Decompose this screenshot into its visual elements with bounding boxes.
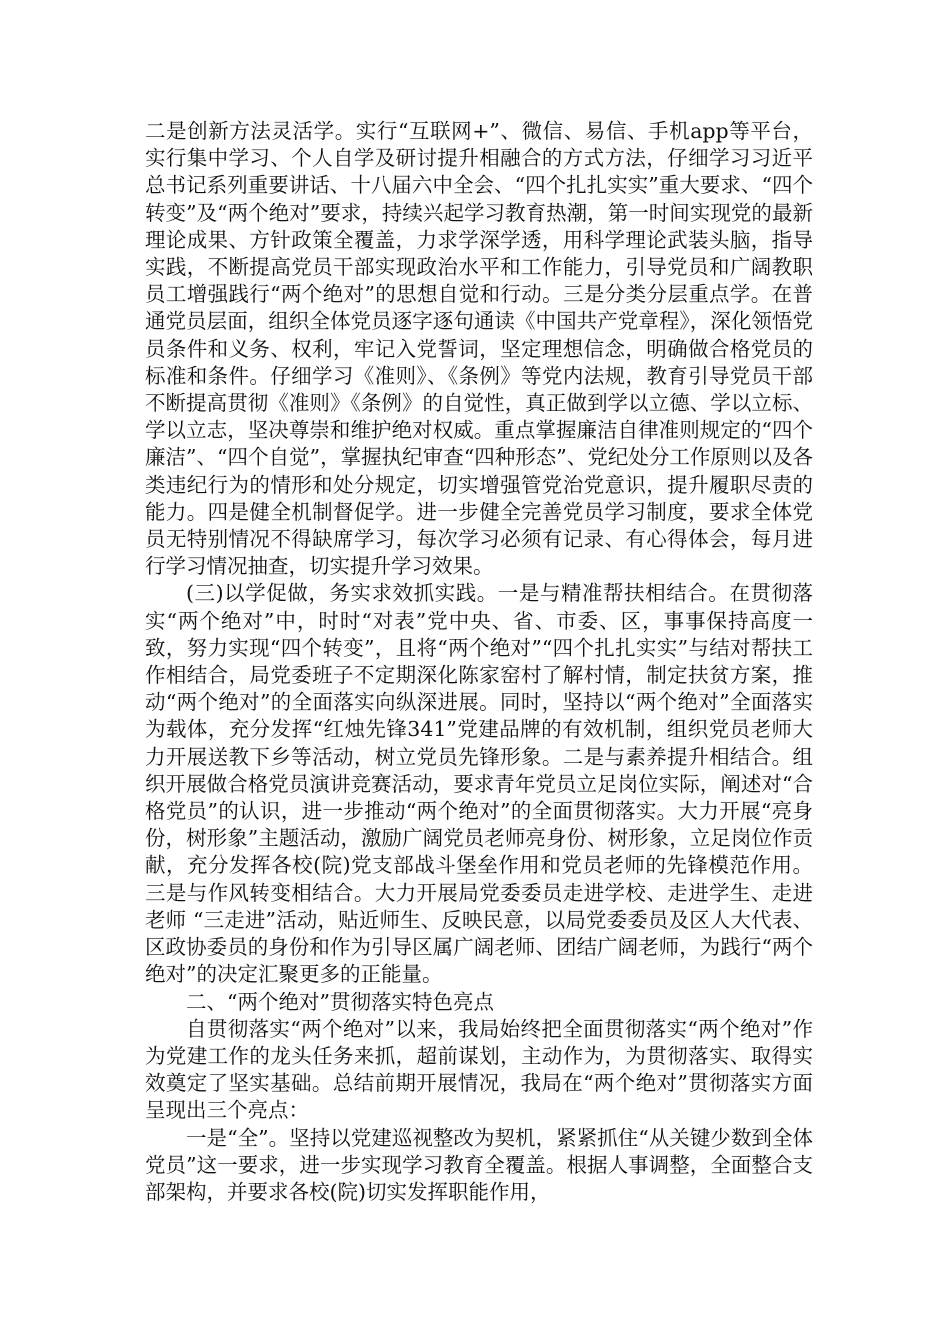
document-page — [145, 118, 813, 1206]
section-heading: 二、“两个绝对”贯彻落实特色亮点 — [186, 989, 494, 1014]
body-paragraph: 自贯彻落实“两个绝对”以来，我局始终把全面贯彻落实“两个绝对”作为党建工作的龙头任务来抓，超前谋划，主动作为，为贯彻落实、取得实效奠定了坚实基础。总结前期开展情况，我局在“两个绝对”贯彻落实方面呈现出三个亮点： — [145, 1016, 813, 1123]
body-paragraph: 一是“全”。坚持以党建巡视整改为契机，紧紧抓住“从关键少数到全体党员”这一要求，进一步实现学习教育全覆盖。根据人事调整，全面整合支部架构，并要求各校(院)切实发挥职能作用， — [145, 1125, 813, 1204]
body-paragraph: 二是创新方法灵活学。实行“互联网+”、微信、易信、手机app等平台，实行集中学习、个人自学及研讨提升相融合的方式方法，仔细学习习近平总书记系列重要讲话、十八届六中全会、“四个扎扎实实”重大要求、“四个转变”及“两个绝对”要求，持续兴起学习教育热潮，第一时间实现党的最新理论成果、方针政策全覆盖，力求学深学透，用科学理论武装头脑，指导实践，不断提高党员干部实现政治水平和工作能力，引导党员和广阔教职员工增强践行“两个绝对”的思想自觉和行动。三是分类分层重点学。在普通党员层面，组织全体党员逐字逐句通读《中国共产党章程》，深化领悟党员条件和义务、权利，牢记入党誓词，坚定理想信念，明确做合格党员的标准和条件。仔细学习《准则》、《条例》等党内法规，教育引导党员干部不断提高贯彻《准则》《条例》的自觉性，真正做到学以立德、学以立标、学以立志，坚决尊崇和维护绝对权威。重点掌握廉洁自律准则规定的“四个廉洁”、“四个自觉”，掌握执纪审查“四种形态”、党纪处分工作原则以及各类违纪行为的情形和处分规定，切实增强管党治党意识，提升履职尽责的能力。四是健全机制督促学。进一步健全完善党员学习制度，要求全体党员无特别情况不得缺席学习，每次学习必须有记录、有心得体会，每月进行学习情况抽查，切实提升学习效果。 — [145, 119, 813, 579]
body-paragraph: (三)以学促做，务实求效抓实践。一是与精准帮扶相结合。在贯彻落实“两个绝对”中，时时“对表”党中央、省、市委、区，事事保持高度一致，努力实现“四个转变”，且将“两个绝对”“四个扎扎实实”与结对帮扶工作相结合，局党委班子不定期深化陈家窑村了解村情，制定扶贫方案，推动“两个绝对”的全面落实向纵深进展。同时，坚持以“两个绝对”全面落实为载体，充分发挥“红烛先锋341”党建品牌的有效机制，组织党员老师大力开展送教下乡等活动，树立党员先锋形象。二是与素养提升相结合。组织开展做合格党员演讲竞赛活动，要求青年党员立足岗位实际，阐述对“合格党员”的认识，进一步推动“两个绝对”的全面贯彻落实。大力开展“亮身份，树形象”主题活动，激励广阔党员老师亮身份、树形象，立足岗位作贡献，充分发挥各校(院)党支部战斗堡垒作用和党员老师的先锋模范作用。三是与作风转变相结合。大力开展局党委委员走进学校、走进学生、走进老师 “三走进”活动，贴近师生、反映民意，以局党委委员及区人大代表、区政协委员的身份和作为引导区属广阔老师、团结广阔老师，为践行“两个绝对”的决定汇聚更多的正能量。 — [145, 581, 813, 987]
